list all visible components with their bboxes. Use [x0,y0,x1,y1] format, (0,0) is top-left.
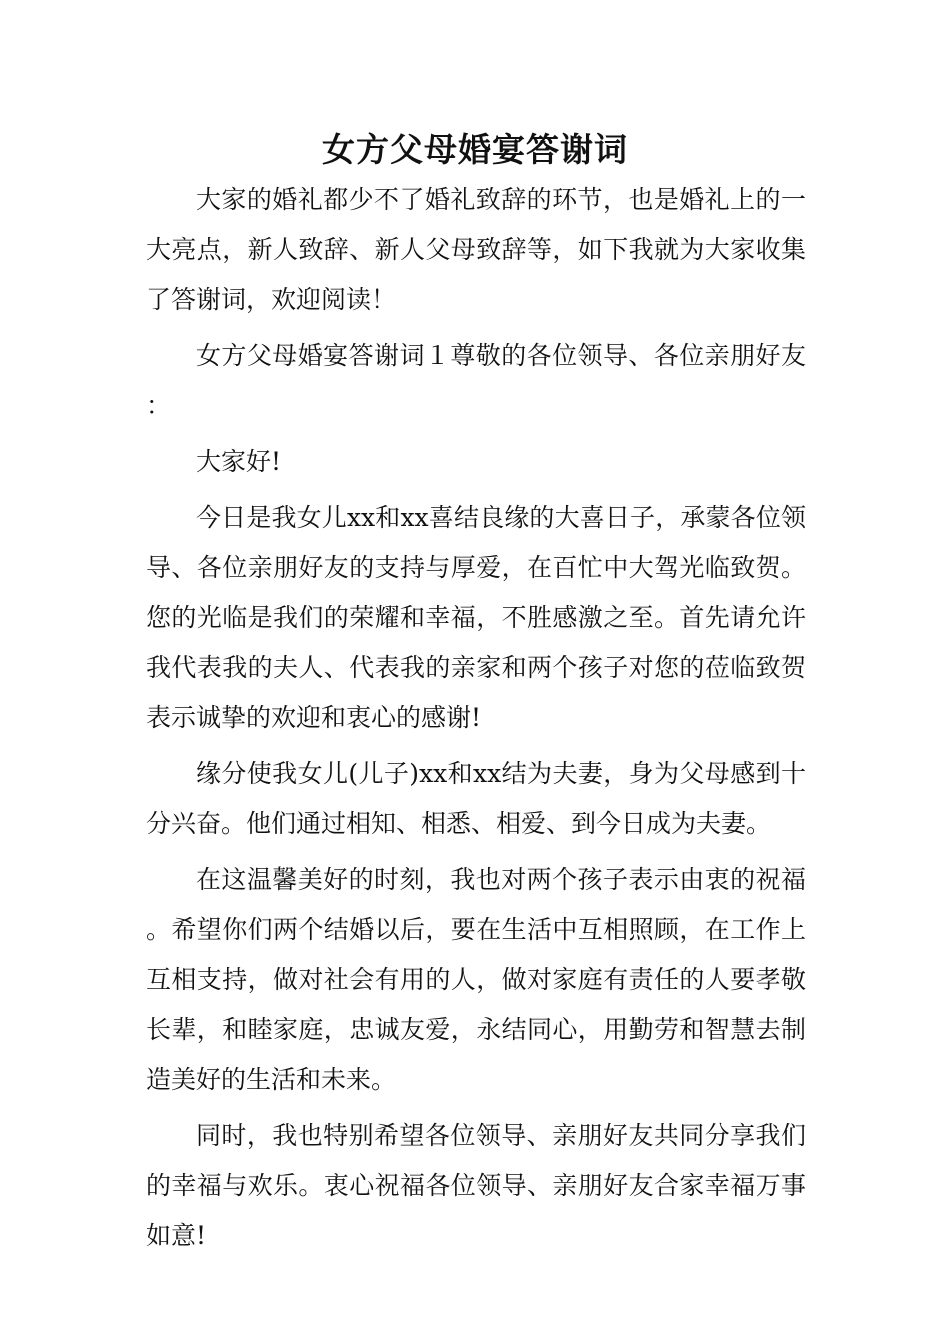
paragraph-blessing: 在这温馨美好的时刻，我也对两个孩子表示由衷的祝福。希望你们两个结婚以后，要在生活中互相照顾，在工作上互相支持，做对社会有用的人，做对家庭有责任的人要孝敬长辈，和睦家庭，忠诚友爱，永结同心，用勤劳和智慧去制造美好的生活和未来。 [146,865,806,1094]
paragraph-closing: 同时，我也特别希望各位领导、亲朋好友共同分享我们的幸福与欢乐。衷心祝福各位领导、亲朋好友合家幸福万事如意! [146,1121,806,1250]
paragraph-thanks: 今日是我女儿xx和xx喜结良缘的大喜日子，承蒙各位领导、各位亲朋好友的支持与厚爱，在百忙中大驾光临致贺。您的光临是我们的荣耀和幸福，不胜感激之至。首先请允许我代表我的夫人、代表我的亲家和两个孩子对您的莅临致贺表示诚挚的欢迎和衷心的感谢! [146,503,806,732]
document-body [146,175,806,1261]
paragraph-hello: 大家好! [196,447,282,476]
paragraph-intro: 大家的婚礼都少不了婚礼致辞的环节，也是婚礼上的一大亮点，新人致辞、新人父母致辞等，如下我就为大家收集了答谢词，欢迎阅读！ [146,185,806,314]
paragraph-fate: 缘分使我女儿(儿子)xx和xx结为夫妻，身为父母感到十分兴奋。他们通过相知、相悉、相爱、到今日成为夫妻。 [146,759,806,838]
document-title: 女方父母婚宴答谢词 [322,130,628,169]
paragraph-greeting-heading: 女方父母婚宴答谢词１尊敬的各位领导、各位亲朋好友： [146,341,806,420]
